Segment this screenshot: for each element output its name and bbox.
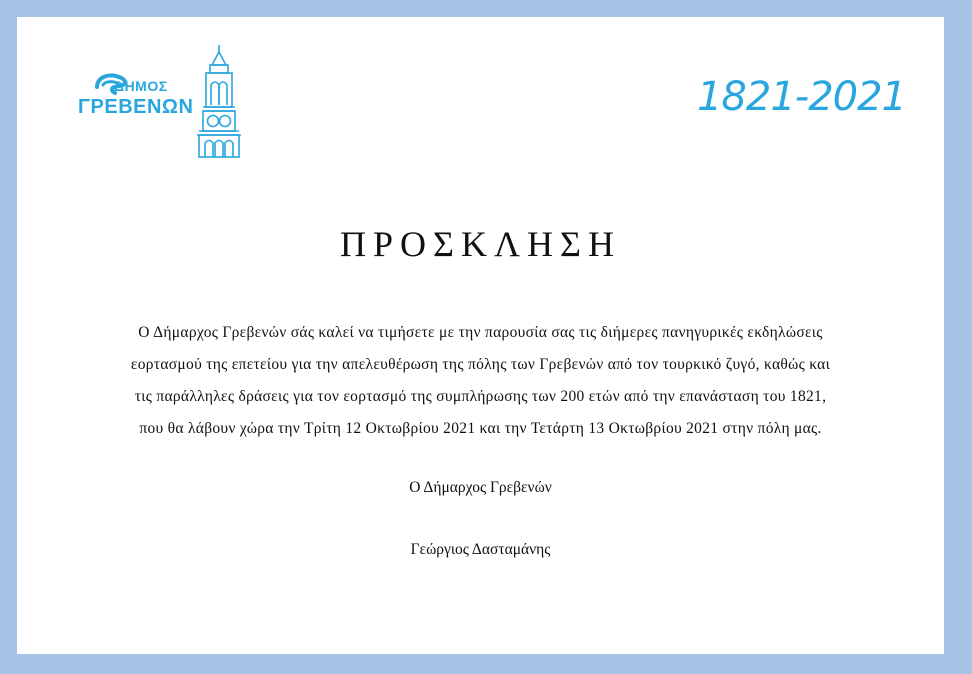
signature-role: Ο Δήμαρχος Γρεβενών [409,479,552,496]
invitation-body [57,317,904,445]
body-line: τις παράλληλες δράσεις για τον εορτασμό της συμπλήρωσης των 200 ετών από την επανάσταση του 1821, [134,388,827,405]
invitation-title: ΠΡΟΣΚΛΗΣΗ [339,224,622,264]
logo-text-city: ΓΡΕΒΕΝΩΝ [78,96,194,118]
signature-name: Γεώργιος Δασταμάνης [410,541,551,558]
body-line: που θα λάβουν χώρα την Τρίτη 12 Οκτωβρίου 2021 και την Τετάρτη 13 Οκτωβρίου 2021 στην πόλη μας. [139,420,822,437]
municipality-logo [75,41,265,159]
invitation-card [17,17,944,654]
body-line: εορτασμού της επετείου για την απελευθέρωση της πόλης των Γρεβενών από τον τουρκικό ζυγό, καθώς και [130,356,831,373]
logo-text-municipality: ΔΗΜΟΣ [114,78,168,94]
anniversary-year-range: 1821-2021 [696,74,906,120]
body-line: Ο Δήμαρχος Γρεβενών σάς καλεί να τιμήσετε με την παρουσία σας τις διήμερες πανηγυρικές εκδηλώσεις [138,324,823,341]
